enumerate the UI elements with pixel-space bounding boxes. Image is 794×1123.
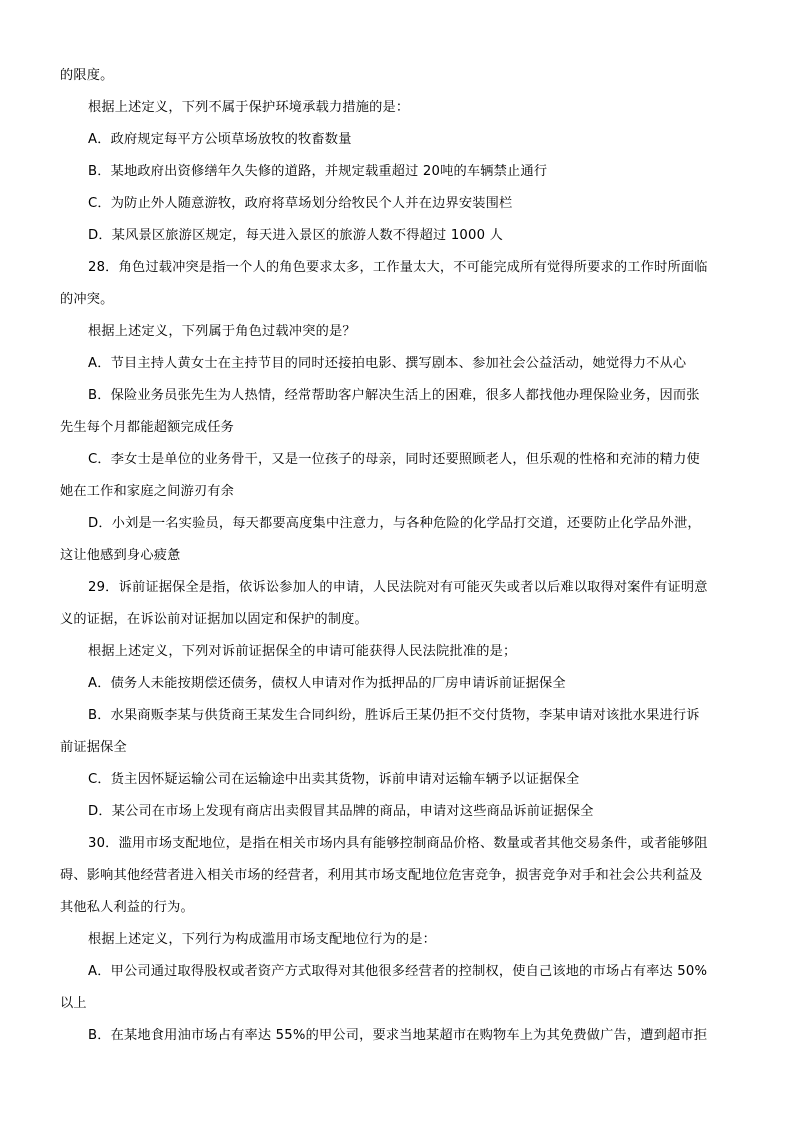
text-line: 先生每个月都能超额完成任务 (60, 420, 235, 435)
text-line: 她在工作和家庭之间游刃有余 (60, 484, 235, 499)
text-line: 根据上述定义，下列对诉前证据保全的申请可能获得人民法院批准的是； (88, 644, 517, 659)
text-line: C．李女士是单位的业务骨干，又是一位孩子的母亲，同时还要照顾老人，但乐观的性格和充沛的精力使 (88, 452, 700, 467)
text-line: 义的证据，在诉讼前对证据加以固定和保护的制度。 (60, 612, 368, 627)
text-line: 的冲突。 (60, 292, 114, 307)
text-line: A．政府规定每平方公顷草场放牧的牧畜数量 (88, 132, 352, 147)
text-line: 根据上述定义，下列不属于保护环境承载力措施的是： (88, 100, 410, 115)
text-line: C．货主因怀疑运输公司在运输途中出卖其货物，诉前申请对运输车辆予以证据保全 (88, 772, 580, 787)
text-line: 其他私人利益的行为。 (60, 900, 194, 915)
text-line: 根据上述定义，下列属于角色过载冲突的是？ (88, 324, 356, 339)
text-line: C．为防止外人随意游牧，政府将草场划分给牧民个人并在边界安装围栏 (88, 196, 513, 211)
text-line: 前证据保全 (60, 740, 127, 755)
text-line: 28．角色过载冲突是指一个人的角色要求太多，工作量太大，不可能完成所有觉得所要求的工作时所面临 (88, 260, 708, 275)
text-line: 的限度。 (60, 68, 114, 83)
text-line: B．某地政府出资修缮年久失修的道路，并规定载重超过 20吨的车辆禁止通行 (88, 164, 548, 179)
text-line: 以上 (60, 996, 87, 1011)
text-line: D．小刘是一名实验员，每天都要高度集中注意力，与各种危险的化学品打交道，还要防止化学品外泄， (88, 516, 701, 531)
text-line: A．节目主持人黄女士在主持节目的同时还接拍电影、撰写剧本、参加社会公益活动，她觉得力不从心 (88, 356, 687, 371)
text-line: D．某风景区旅游区规定，每天进入景区的旅游人数不得超过 1000 人 (88, 228, 503, 243)
text-line: 这让他感到身心疲惫 (60, 548, 181, 563)
text-line: 碍、影响其他经营者进入相关市场的经营者，利用其市场支配地位危害竞争，损害竞争对手和社会公共利益及 (60, 868, 703, 883)
text-line: B．保险业务员张先生为人热情，经常帮助客户解决生活上的困难，很多人都找他办理保险业务，因而张 (88, 388, 700, 403)
text-line: 根据上述定义，下列行为构成滥用市场支配地位行为的是： (88, 932, 437, 947)
text-line: A．甲公司通过取得股权或者资产方式取得对其他很多经营者的控制权，使自己该地的市场占有率达 50% (88, 964, 708, 979)
text-line: D．某公司在市场上发现有商店出卖假冒其品牌的商品，申请对这些商品诉前证据保全 (88, 804, 594, 819)
text-line: 30．滥用市场支配地位，是指在相关市场内具有能够控制商品价格、数量或者其他交易条件，或者能够阻 (88, 836, 708, 851)
text-line: B．在某地食用油市场占有率达 55%的甲公司，要求当地某超市在购物车上为其免费做广告，遭到超市拒 (88, 1028, 708, 1043)
text-line: B．水果商贩李某与供货商王某发生合同纠纷，胜诉后王某仍拒不交付货物，李某申请对该批水果进行诉 (88, 708, 700, 723)
text-line: A．债务人未能按期偿还债务，债权人申请对作为抵押品的厂房申请诉前证据保全 (88, 676, 566, 691)
text-line: 29．诉前证据保全是指，依诉讼参加人的申请，人民法院对有可能灭失或者以后难以取得对案件有证明意 (88, 580, 708, 595)
